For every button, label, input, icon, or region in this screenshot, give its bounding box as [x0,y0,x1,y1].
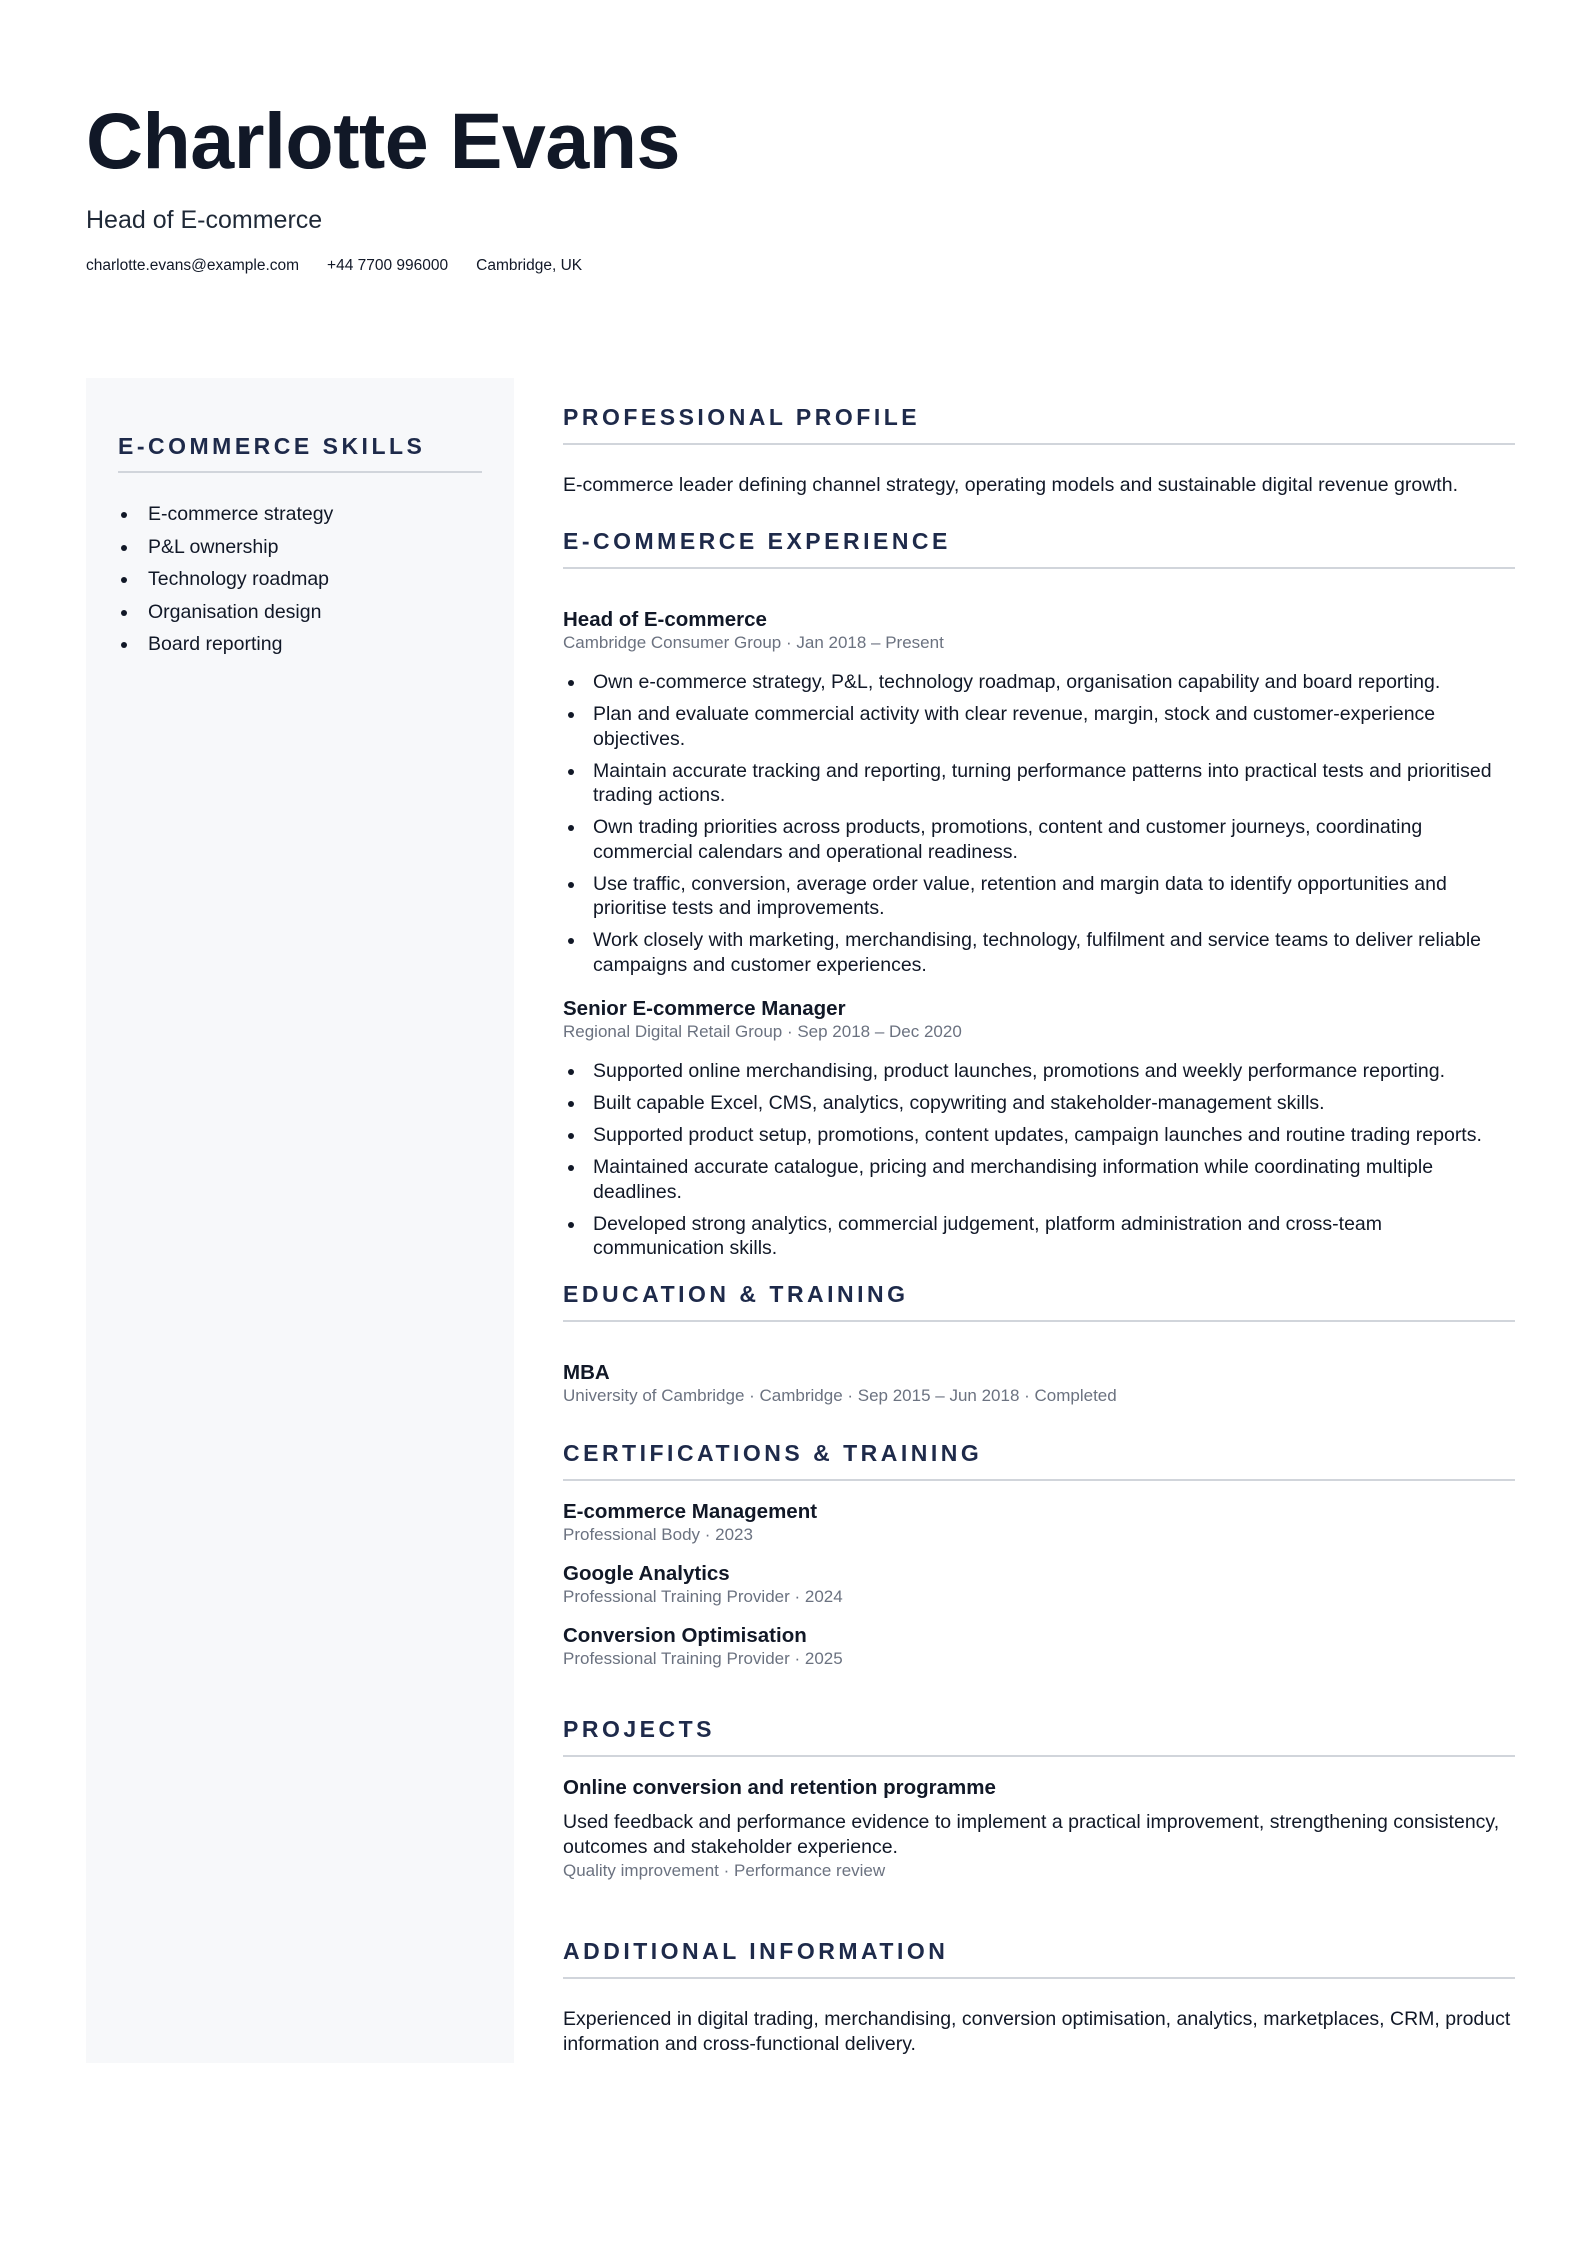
education-heading: EDUCATION & TRAINING [563,1279,1515,1322]
job-bullet: Own trading priorities across products, promotions, content and customer journeys, coordinating commercial calendars and operational readiness. [563,815,1515,864]
certification-meta: Professional Body · 2023 [563,1524,753,1544]
skills-heading: E-COMMERCE SKILLS [118,433,482,473]
certification-entry [563,1562,1515,1607]
project-description: Used feedback and performance evidence to implement a practical improvement, strengthening consistency, outcomes and stakeholder experience. [563,1810,1500,1858]
projects-heading: PROJECTS [563,1714,1515,1757]
job-title: Senior E-commerce Manager [563,997,846,1020]
candidate-name: Charlotte Evans [86,96,680,185]
job-bullet: Supported product setup, promotions, content updates, campaign launches and routine trading reports. [563,1123,1515,1148]
certification-meta: Professional Training Provider · 2025 [563,1648,843,1668]
job-entry [563,608,1515,977]
skill-item: Organisation design [118,596,482,629]
certification-meta: Professional Training Provider · 2024 [563,1586,843,1606]
experience-heading: E-COMMERCE EXPERIENCE [563,526,1515,569]
certification-entry [563,1624,1515,1669]
certifications-heading: CERTIFICATIONS & TRAINING [563,1438,1515,1481]
certification-name: Conversion Optimisation [563,1623,807,1647]
degree-meta: University of Cambridge · Cambridge · Sep 2015 – Jun 2018 · Completed [563,1385,1117,1405]
job-entry [563,997,1515,1261]
degree-title: MBA [563,1360,610,1384]
project-entry [563,1776,1515,1881]
job-bullet: Work closely with marketing, merchandising, technology, fulfilment and service teams to deliver reliable campaigns and customer experiences. [563,928,1515,977]
additional-text: Experienced in digital trading, merchandising, conversion optimisation, analytics, marketplaces, CRM, product information and cross-functional delivery. [563,2007,1511,2055]
certification-entry [563,1500,1515,1545]
job-bullet: Own e-commerce strategy, P&L, technology roadmap, organisation capability and board reporting. [563,670,1515,695]
job-bullet: Developed strong analytics, commercial judgement, platform administration and cross-team communication skills. [563,1212,1515,1261]
project-name: Online conversion and retention programme [563,1775,996,1799]
skills-list [118,498,482,661]
projects-section [563,1714,1515,1881]
experience-section [563,526,1515,1261]
job-bullet: Use traffic, conversion, average order value, retention and margin data to identify opportunities and prioritise tests and improvements. [563,872,1515,921]
skill-item: P&L ownership [118,531,482,564]
contact-email: charlotte.evans@example.com [86,257,300,274]
job-bullet: Built capable Excel, CMS, analytics, copywriting and stakeholder-management skills. [563,1091,1515,1116]
profile-text: E-commerce leader defining channel strategy, operating models and sustainable digital revenue growth. [563,474,1458,496]
additional-section [563,1936,1515,2057]
contact-line [86,256,1506,276]
main-column [563,402,1515,2057]
profile-section [563,402,1515,498]
candidate-role: Head of E-commerce [86,206,323,234]
resume-header [86,96,1506,276]
job-bullet: Maintained accurate catalogue, pricing and merchandising information while coordinating multiple deadlines. [563,1155,1515,1204]
education-section [563,1279,1515,1406]
job-bullets [563,670,1515,977]
contact-location: Cambridge, UK [476,257,583,274]
job-meta: Regional Digital Retail Group · Sep 2018 – Dec 2020 [563,1022,962,1041]
certification-name: Google Analytics [563,1561,730,1585]
job-bullets [563,1059,1515,1261]
project-tags: Quality improvement · Performance review [563,1860,886,1880]
certifications-section [563,1438,1515,1669]
certification-name: E-commerce Management [563,1499,818,1523]
skills-sidebar [86,378,514,2063]
job-meta: Cambridge Consumer Group · Jan 2018 – Present [563,633,944,652]
job-bullet: Plan and evaluate commercial activity with clear revenue, margin, stock and customer-experience objectives. [563,702,1515,751]
job-title: Head of E-commerce [563,608,767,631]
skill-item: Technology roadmap [118,563,482,596]
profile-heading: PROFESSIONAL PROFILE [563,402,1515,445]
job-bullet: Supported online merchandising, product launches, promotions and weekly performance reporting. [563,1059,1515,1084]
job-bullet: Maintain accurate tracking and reporting, turning performance patterns into practical tests and prioritised trading actions. [563,759,1515,808]
additional-heading: ADDITIONAL INFORMATION [563,1936,1515,1979]
contact-phone: +44 7700 996000 [327,257,449,274]
education-entry [563,1361,1515,1406]
skill-item: E-commerce strategy [118,498,482,531]
skill-item: Board reporting [118,628,482,661]
